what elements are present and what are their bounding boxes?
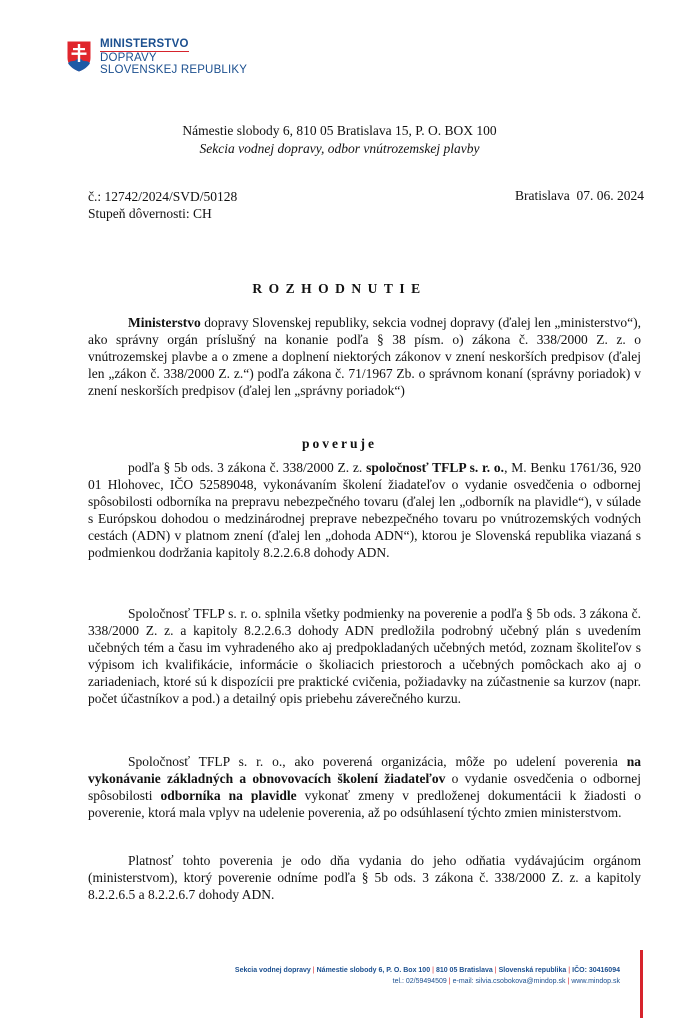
document-title: ROZHODNUTIE: [252, 281, 427, 296]
paragraph-entrustment: podľa § 5b ods. 3 zákona č. 338/2000 Z. z. spoločnosť TFLP s. r. o., M. Benku 1761/36, 920 01 Hlohovec, IČO 52589048, vykonávaním školení žiadateľov o vydanie osvedčenia o odbornej spôsobilosti odborníka na prepravu nebezpečného tovaru (ďalej len „odborník na plavidle“), v súlade s Európskou dohodou o medzinárodnej preprave nebezpečného tovaru po vnútrozemských vodných cestách (ADN) v platnom znení (ďalej len „dohoda ADN“), ktorou je Slovenská republika viazaná s podmienkou dodržania kapitoly 8.2.2.6.8 dohody ADN.: [88, 460, 641, 560]
logo-line-ministry: MINISTERSTVO: [100, 38, 189, 50]
logo-line-transport: DOPRAVY: [100, 52, 157, 64]
reference-block: [88, 188, 237, 222]
paragraph-validity: Platnosť tohto poverenia je odo dňa vydania do jeho odňatia vydávajúcim orgánom (ministerstvom), ktorý poverenie odníme podľa § 5b ods. 3 zákona č. 338/2000 Z. z. a kapitoly 8.2.2.6.5 a 8.2.2.6.7 dohody ADN.: [88, 853, 641, 902]
paragraph-changes: Spoločnosť TFLP s. r. o., ako poverená organizácia, môže po udelení poverenia na vykonávanie základných a obnovovacích školení žiadateľov o vydanie osvedčenia o odbornej spôsobilosti odborníka na plavidle vykonať zmeny v predloženej dokumentácii k žiadosti o poverenie, ktorá mala vplyv na udelenie poverenia, až po odsúhlasení týchto zmien ministerstvom.: [88, 754, 642, 820]
logo-line-republic: SLOVENSKEJ REPUBLIKY: [100, 64, 248, 76]
footer-line-2: tel.: 02/59494509 | e-mail: silvia.csobokova@mindop.sk | www.mindop.sk: [392, 978, 620, 985]
footer-website[interactable]: www.mindop.sk: [571, 978, 620, 985]
ministry-bold: Ministerstvo: [128, 315, 201, 330]
paragraph-conditions: Spoločnosť TFLP s. r. o. splnila všetky podmienky na poverenie a podľa § 5b ods. 3 zákona č. 338/2000 Z. z. a kapitoly 8.2.2.6.3 dohody ADN predložila podrobný učebný plán s uvedením učebných tém a času im vyhradeného ako aj predpokladaných učebných metód, zoznam školiteľov s výpisom ich kvalifikácie, informácie o školiacich priestoroch a učebných pomôckach ako aj o zariadeniach, ktoré sú k dispozícii pre praktické cvičenia, požiadavky na zúčastnenie sa kurzov (napr. počet účastníkov a pod.) a detailný opis priebehu záverečného kurzu.: [88, 606, 641, 706]
place-date: Bratislava 07. 06. 2024: [515, 188, 644, 203]
page-footer: [0, 965, 620, 987]
header-department: Sekcia vodnej dopravy, odbor vnútrozemskej plavby: [199, 141, 480, 156]
company-name-bold: spoločnosť TFLP s. r. o.: [366, 460, 505, 475]
footer-line-1: Sekcia vodnej dopravy | Námestie slobody 6, P. O. Box 100 | 810 05 Bratislava | Slovenská republika | IČO: 30416094: [234, 967, 620, 974]
footer-accent-bar: [640, 950, 643, 1018]
decision-verb: poveruje: [302, 436, 377, 451]
reference-number: č.: 12742/2024/SVD/50128: [88, 189, 238, 204]
header-address: Námestie slobody 6, 810 05 Bratislava 15, P. O. BOX 100: [182, 123, 497, 138]
footer-email[interactable]: e-mail: silvia.csobokova@mindop.sk: [452, 978, 566, 985]
paragraph-ministry: Ministerstvo dopravy Slovenskej republiky, sekcia vodnej dopravy (ďalej len „ministerstvo“), ako správny orgán príslušný na konanie podľa § 38 písm. o) zákona č. 338/2000 Z. z. o vnútrozemskej plavbe a o zmene a doplnení niektorých zákonov v znení neskorších predpisov (ďalej len „zákon č. 338/2000 Z. z.“) podľa zákona č. 71/1967 Zb. o správnom konaní (správny poriadok) v znení neskorších predpisov (ďalej len „správny poriadok“): [88, 315, 641, 398]
ministry-logo: [66, 38, 247, 76]
footer-phone: tel.: 02/59494509: [392, 978, 447, 985]
confidentiality-level: Stupeň dôvernosti: CH: [88, 206, 212, 221]
slovak-coat-of-arms-icon: [66, 40, 92, 73]
